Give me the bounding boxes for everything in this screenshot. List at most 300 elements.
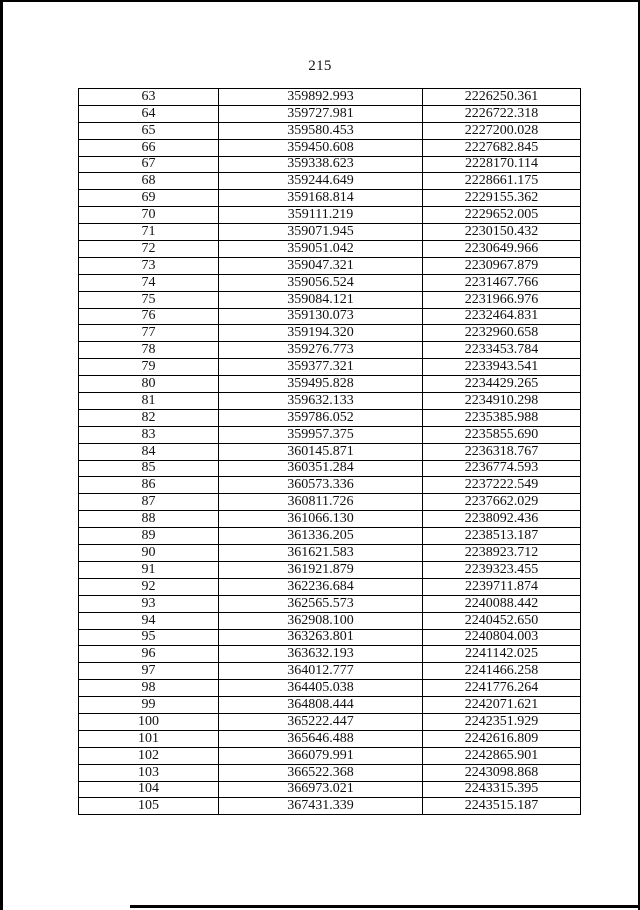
cell-text: 361066.130 — [287, 511, 354, 527]
table-row — [79, 781, 581, 798]
table-row — [79, 393, 581, 410]
table-row — [79, 629, 581, 646]
cell-text: 89 — [141, 528, 156, 544]
cell-text: 359244.649 — [287, 173, 354, 189]
table-row — [79, 460, 581, 477]
x-coordinate-cell — [219, 443, 423, 460]
point-number-cell — [79, 646, 219, 663]
cell-text: 86 — [141, 477, 156, 493]
table-row — [79, 274, 581, 291]
cell-text: 2241776.264 — [464, 680, 539, 696]
cell-text: 359727.981 — [287, 105, 354, 121]
point-number-cell — [79, 241, 219, 258]
table-row — [79, 224, 581, 241]
cell-text: 2227200.028 — [464, 122, 539, 138]
table-row — [79, 89, 581, 106]
cell-text: 2242865.901 — [464, 747, 539, 763]
x-coordinate-cell — [219, 139, 423, 156]
point-number-cell — [79, 443, 219, 460]
point-number-cell — [79, 612, 219, 629]
cell-text: 359338.623 — [287, 156, 354, 172]
cell-text: 364808.444 — [287, 696, 354, 712]
table-row — [79, 426, 581, 443]
y-coordinate-cell — [423, 764, 581, 781]
point-number-cell — [79, 207, 219, 224]
x-coordinate-cell — [219, 257, 423, 274]
y-coordinate-cell — [423, 207, 581, 224]
table-row — [79, 747, 581, 764]
cell-text: 2242351.929 — [464, 713, 539, 729]
x-coordinate-cell — [219, 578, 423, 595]
cell-text: 2240088.442 — [464, 595, 539, 611]
x-coordinate-cell — [219, 291, 423, 308]
cell-text: 359056.524 — [287, 274, 354, 290]
cell-text: 362236.684 — [287, 578, 354, 594]
x-coordinate-cell — [219, 426, 423, 443]
y-coordinate-cell — [423, 325, 581, 342]
cell-text: 2241142.025 — [465, 646, 538, 662]
cell-text: 359786.052 — [287, 409, 354, 425]
table-row — [79, 730, 581, 747]
x-coordinate-cell — [219, 241, 423, 258]
cell-text: 75 — [141, 291, 156, 307]
x-coordinate-cell — [219, 393, 423, 410]
cell-text: 2237662.029 — [464, 494, 539, 510]
table-row — [79, 697, 581, 714]
point-number-cell — [79, 274, 219, 291]
point-number-cell — [79, 561, 219, 578]
point-number-cell — [79, 89, 219, 106]
cell-text: 360351.284 — [287, 460, 354, 476]
cell-text: 359051.042 — [287, 240, 354, 256]
x-coordinate-cell — [219, 409, 423, 426]
y-coordinate-cell — [423, 291, 581, 308]
y-coordinate-cell — [423, 393, 581, 410]
cell-text: 99 — [141, 696, 156, 712]
cell-text: 366079.991 — [287, 747, 354, 763]
point-number-cell — [79, 528, 219, 545]
cell-text: 2230967.879 — [464, 257, 539, 273]
table-row — [79, 680, 581, 697]
cell-text: 63 — [141, 88, 156, 104]
cell-text: 361336.205 — [287, 528, 354, 544]
x-coordinate-cell — [219, 190, 423, 207]
point-number-cell — [79, 713, 219, 730]
table-row — [79, 494, 581, 511]
cell-text: 2238923.712 — [464, 544, 539, 560]
cell-text: 364012.777 — [287, 663, 354, 679]
y-coordinate-cell — [423, 105, 581, 122]
cell-text: 2231467.766 — [464, 274, 539, 290]
cell-text: 2235385.988 — [464, 409, 539, 425]
x-coordinate-cell — [219, 477, 423, 494]
y-coordinate-cell — [423, 663, 581, 680]
cell-text: 2243515.187 — [464, 798, 539, 814]
y-coordinate-cell — [423, 274, 581, 291]
table-row — [79, 139, 581, 156]
cell-text: 103 — [138, 764, 159, 780]
cell-text: 2242071.621 — [464, 696, 539, 712]
y-coordinate-cell — [423, 697, 581, 714]
cell-text: 2243315.395 — [464, 781, 539, 797]
cell-text: 364405.038 — [287, 680, 354, 696]
x-coordinate-cell — [219, 595, 423, 612]
cell-text: 2241466.258 — [464, 663, 539, 679]
table-row — [79, 545, 581, 562]
cell-text: 76 — [141, 308, 156, 324]
table-row — [79, 173, 581, 190]
x-coordinate-cell — [219, 713, 423, 730]
table-row — [79, 798, 581, 815]
y-coordinate-cell — [423, 224, 581, 241]
y-coordinate-cell — [423, 443, 581, 460]
y-coordinate-cell — [423, 376, 581, 393]
y-coordinate-cell — [423, 713, 581, 730]
y-coordinate-cell — [423, 680, 581, 697]
table-row — [79, 342, 581, 359]
table-row — [79, 257, 581, 274]
point-number-cell — [79, 460, 219, 477]
table-row — [79, 291, 581, 308]
x-coordinate-cell — [219, 173, 423, 190]
coordinates-table — [78, 88, 581, 815]
cell-text: 97 — [141, 663, 156, 679]
cell-text: 367431.339 — [287, 798, 354, 814]
table-row — [79, 156, 581, 173]
cell-text: 2228661.175 — [464, 173, 539, 189]
cell-text: 359130.073 — [287, 308, 354, 324]
table-row — [79, 528, 581, 545]
cell-text: 2231966.976 — [464, 291, 539, 307]
cell-text: 81 — [141, 392, 156, 408]
cell-text: 365646.488 — [287, 730, 354, 746]
cell-text: 2233453.784 — [464, 342, 539, 358]
point-number-cell — [79, 477, 219, 494]
x-coordinate-cell — [219, 122, 423, 139]
point-number-cell — [79, 494, 219, 511]
cell-text: 2227682.845 — [464, 139, 539, 155]
table-row — [79, 122, 581, 139]
x-coordinate-cell — [219, 325, 423, 342]
x-coordinate-cell — [219, 730, 423, 747]
cell-text: 2239711.874 — [465, 578, 538, 594]
y-coordinate-cell — [423, 730, 581, 747]
cell-text: 71 — [141, 224, 156, 240]
cell-text: 363263.801 — [287, 629, 354, 645]
x-coordinate-cell — [219, 629, 423, 646]
cell-text: 68 — [141, 173, 156, 189]
table-row — [79, 477, 581, 494]
cell-text: 359957.375 — [287, 426, 354, 442]
y-coordinate-cell — [423, 342, 581, 359]
point-number-cell — [79, 680, 219, 697]
cell-text: 78 — [141, 342, 156, 358]
table-row — [79, 511, 581, 528]
cell-text: 363632.193 — [287, 646, 354, 662]
y-coordinate-cell — [423, 629, 581, 646]
cell-text: 100 — [138, 713, 159, 729]
table-row — [79, 595, 581, 612]
cell-text: 92 — [141, 578, 156, 594]
cell-text: 2226722.318 — [464, 105, 539, 121]
cell-text: 72 — [141, 240, 156, 256]
coordinates-table-body — [79, 89, 581, 815]
point-number-cell — [79, 730, 219, 747]
table-row — [79, 359, 581, 376]
cell-text: 73 — [141, 257, 156, 273]
cell-text: 69 — [141, 190, 156, 206]
cell-text: 85 — [141, 460, 156, 476]
cell-text: 98 — [141, 680, 156, 696]
cell-text: 2234429.265 — [464, 376, 539, 392]
table-row — [79, 663, 581, 680]
cell-text: 101 — [138, 730, 159, 746]
y-coordinate-cell — [423, 173, 581, 190]
cell-text: 65 — [141, 122, 156, 138]
page-number: 215 — [308, 58, 332, 74]
cell-text: 94 — [141, 612, 156, 628]
table-row — [79, 443, 581, 460]
y-coordinate-cell — [423, 241, 581, 258]
cell-text: 359084.121 — [287, 291, 354, 307]
point-number-cell — [79, 545, 219, 562]
cell-text: 105 — [138, 798, 159, 814]
cell-text: 2243098.868 — [464, 764, 539, 780]
point-number-cell — [79, 393, 219, 410]
cell-text: 77 — [141, 325, 156, 341]
x-coordinate-cell — [219, 747, 423, 764]
point-number-cell — [79, 781, 219, 798]
y-coordinate-cell — [423, 89, 581, 106]
x-coordinate-cell — [219, 274, 423, 291]
x-coordinate-cell — [219, 528, 423, 545]
cell-text: 2228170.114 — [465, 156, 538, 172]
cell-text: 74 — [141, 274, 156, 290]
table-row — [79, 325, 581, 342]
x-coordinate-cell — [219, 105, 423, 122]
x-coordinate-cell — [219, 646, 423, 663]
y-coordinate-cell — [423, 561, 581, 578]
y-coordinate-cell — [423, 139, 581, 156]
point-number-cell — [79, 190, 219, 207]
point-number-cell — [79, 764, 219, 781]
table-row — [79, 308, 581, 325]
y-coordinate-cell — [423, 528, 581, 545]
cell-text: 359071.945 — [287, 224, 354, 240]
y-coordinate-cell — [423, 494, 581, 511]
x-coordinate-cell — [219, 460, 423, 477]
x-coordinate-cell — [219, 697, 423, 714]
cell-text: 366522.368 — [287, 764, 354, 780]
x-coordinate-cell — [219, 342, 423, 359]
cell-text: 90 — [141, 544, 156, 560]
x-coordinate-cell — [219, 359, 423, 376]
cell-text: 2232464.831 — [464, 308, 539, 324]
point-number-cell — [79, 629, 219, 646]
x-coordinate-cell — [219, 89, 423, 106]
point-number-cell — [79, 325, 219, 342]
y-coordinate-cell — [423, 578, 581, 595]
cell-text: 2240804.003 — [464, 629, 539, 645]
cell-text: 2238513.187 — [464, 528, 539, 544]
cell-text: 66 — [141, 139, 156, 155]
table-row — [79, 764, 581, 781]
cell-text: 2236774.593 — [464, 460, 539, 476]
point-number-cell — [79, 224, 219, 241]
point-number-cell — [79, 156, 219, 173]
point-number-cell — [79, 139, 219, 156]
y-coordinate-cell — [423, 426, 581, 443]
x-coordinate-cell — [219, 663, 423, 680]
table-row — [79, 612, 581, 629]
cell-text: 365222.447 — [287, 713, 354, 729]
point-number-cell — [79, 511, 219, 528]
point-number-cell — [79, 173, 219, 190]
cell-text: 2232960.658 — [464, 325, 539, 341]
y-coordinate-cell — [423, 612, 581, 629]
y-coordinate-cell — [423, 190, 581, 207]
cell-text: 2229652.005 — [464, 207, 539, 223]
table-row — [79, 376, 581, 393]
table-row — [79, 105, 581, 122]
x-coordinate-cell — [219, 156, 423, 173]
point-number-cell — [79, 342, 219, 359]
cell-text: 2230649.966 — [464, 240, 539, 256]
x-coordinate-cell — [219, 308, 423, 325]
cell-text: 88 — [141, 511, 156, 527]
y-coordinate-cell — [423, 156, 581, 173]
cell-text: 359495.828 — [287, 376, 354, 392]
cell-text: 96 — [141, 646, 156, 662]
table-row — [79, 207, 581, 224]
x-coordinate-cell — [219, 511, 423, 528]
y-coordinate-cell — [423, 646, 581, 663]
y-coordinate-cell — [423, 781, 581, 798]
table-row — [79, 561, 581, 578]
cell-text: 359450.608 — [287, 139, 354, 155]
cell-text: 2237222.549 — [464, 477, 539, 493]
y-coordinate-cell — [423, 359, 581, 376]
cell-text: 67 — [141, 156, 156, 172]
cell-text: 362908.100 — [287, 612, 354, 628]
point-number-cell — [79, 578, 219, 595]
point-number-cell — [79, 663, 219, 680]
cell-text: 359194.320 — [287, 325, 354, 341]
y-coordinate-cell — [423, 477, 581, 494]
x-coordinate-cell — [219, 798, 423, 815]
y-coordinate-cell — [423, 747, 581, 764]
x-coordinate-cell — [219, 494, 423, 511]
y-coordinate-cell — [423, 798, 581, 815]
cell-text: 366973.021 — [287, 781, 354, 797]
cell-text: 359276.773 — [287, 342, 354, 358]
cell-text: 362565.573 — [287, 595, 354, 611]
cell-text: 2239323.455 — [464, 561, 539, 577]
point-number-cell — [79, 105, 219, 122]
table-row — [79, 646, 581, 663]
x-coordinate-cell — [219, 680, 423, 697]
table-row — [79, 190, 581, 207]
table-row — [79, 713, 581, 730]
cell-text: 80 — [141, 376, 156, 392]
cell-text: 102 — [138, 747, 159, 763]
point-number-cell — [79, 409, 219, 426]
cell-text: 2235855.690 — [464, 426, 539, 442]
cell-text: 2236318.767 — [464, 443, 539, 459]
cell-text: 104 — [138, 781, 159, 797]
point-number-cell — [79, 697, 219, 714]
cell-text: 2230150.432 — [464, 224, 539, 240]
cell-text: 2229155.362 — [464, 190, 539, 206]
cell-text: 82 — [141, 409, 156, 425]
table-row — [79, 409, 581, 426]
point-number-cell — [79, 595, 219, 612]
y-coordinate-cell — [423, 595, 581, 612]
cell-text: 359632.133 — [287, 392, 354, 408]
cell-text: 359377.321 — [287, 359, 354, 375]
cell-text: 359892.993 — [287, 88, 354, 104]
cell-text: 359580.453 — [287, 122, 354, 138]
cell-text: 93 — [141, 595, 156, 611]
cell-text: 359111.219 — [287, 207, 354, 223]
table-row — [79, 241, 581, 258]
y-coordinate-cell — [423, 122, 581, 139]
cell-text: 359168.814 — [287, 190, 354, 206]
x-coordinate-cell — [219, 781, 423, 798]
y-coordinate-cell — [423, 545, 581, 562]
y-coordinate-cell — [423, 257, 581, 274]
cell-text: 2242616.809 — [464, 730, 539, 746]
point-number-cell — [79, 747, 219, 764]
x-coordinate-cell — [219, 224, 423, 241]
x-coordinate-cell — [219, 207, 423, 224]
point-number-cell — [79, 798, 219, 815]
cell-text: 79 — [141, 359, 156, 375]
cell-text: 2233943.541 — [464, 359, 539, 375]
table-row — [79, 578, 581, 595]
cell-text: 361621.583 — [287, 544, 354, 560]
cell-text: 95 — [141, 629, 156, 645]
cell-text: 70 — [141, 207, 156, 223]
point-number-cell — [79, 257, 219, 274]
x-coordinate-cell — [219, 612, 423, 629]
point-number-cell — [79, 359, 219, 376]
cell-text: 87 — [141, 494, 156, 510]
point-number-cell — [79, 426, 219, 443]
bottom-rule — [130, 905, 640, 908]
cell-text: 2226250.361 — [464, 88, 539, 104]
y-coordinate-cell — [423, 308, 581, 325]
x-coordinate-cell — [219, 764, 423, 781]
cell-text: 361921.879 — [287, 561, 354, 577]
x-coordinate-cell — [219, 545, 423, 562]
cell-text: 2238092.436 — [464, 511, 539, 527]
y-coordinate-cell — [423, 460, 581, 477]
x-coordinate-cell — [219, 561, 423, 578]
cell-text: 2234910.298 — [464, 392, 539, 408]
point-number-cell — [79, 291, 219, 308]
cell-text: 2240452.650 — [464, 612, 539, 628]
cell-text: 64 — [141, 105, 156, 121]
cell-text: 360145.871 — [287, 443, 354, 459]
y-coordinate-cell — [423, 511, 581, 528]
point-number-cell — [79, 376, 219, 393]
point-number-cell — [79, 308, 219, 325]
cell-text: 360573.336 — [287, 477, 354, 493]
x-coordinate-cell — [219, 376, 423, 393]
cell-text: 360811.726 — [287, 494, 354, 510]
cell-text: 91 — [141, 561, 156, 577]
